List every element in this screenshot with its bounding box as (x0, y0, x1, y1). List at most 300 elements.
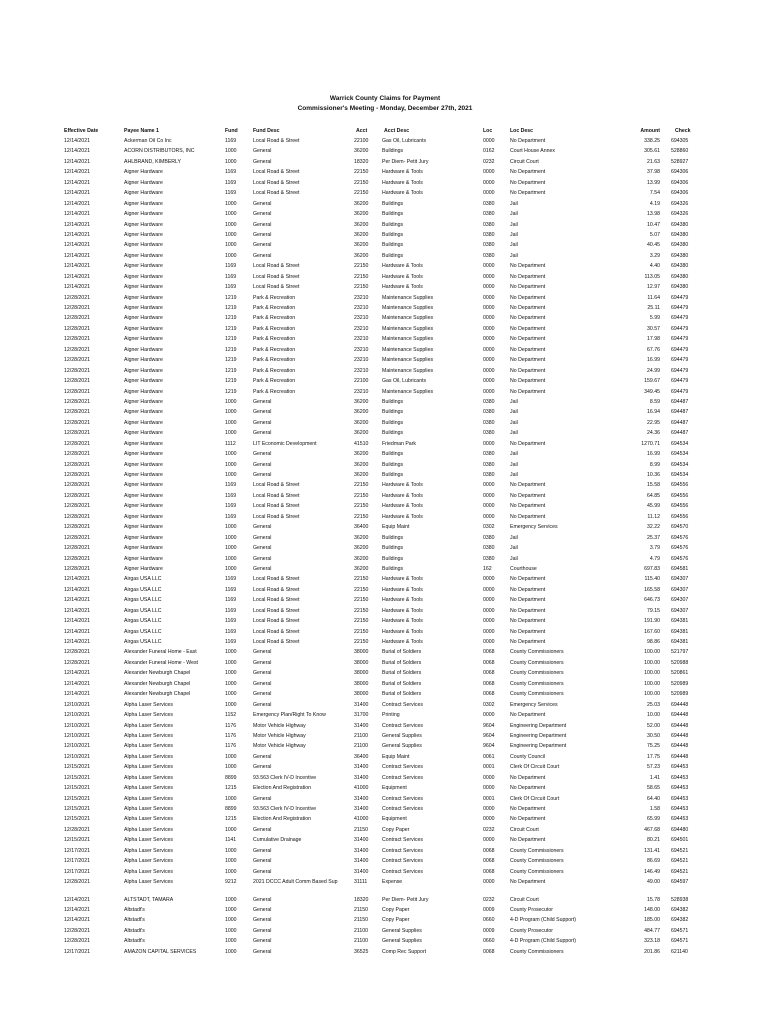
cell-acct: 36200 (354, 419, 369, 426)
cell-loc: 0380 (483, 472, 495, 478)
cell-amount: 5.07 (649, 231, 660, 238)
cell-amount: 646.73 (644, 597, 660, 604)
cell-acct-desc: Buildings (382, 565, 404, 572)
table-row (0, 146, 770, 156)
cell-loc-desc: No Department (510, 190, 546, 197)
cell-check: 694571 (671, 938, 689, 945)
cell-loc: 0000 (483, 357, 495, 364)
cell-loc: 0000 (483, 806, 495, 812)
cell-loc: 0068 (483, 659, 495, 666)
cell-acct-desc: Friedman Park (382, 440, 417, 447)
cell-acct-desc: Contract Services (382, 847, 423, 854)
cell-acct-desc: Contract Services (382, 806, 423, 812)
cell-loc-desc: No Department (510, 774, 546, 781)
cell-check: 694307 (671, 607, 689, 614)
cell-effective-date: 12/28/2021 (64, 336, 90, 343)
cell-effective-date: 12/28/2021 (64, 879, 90, 886)
cell-acct-desc: Buildings (382, 242, 404, 249)
table-row (0, 783, 770, 793)
cell-loc: 9604 (483, 743, 495, 750)
cell-acct: 22150 (354, 482, 369, 489)
cell-effective-date: 12/14/2021 (64, 607, 90, 614)
cell-loc: 0660 (483, 917, 495, 924)
cell-acct-desc: Buildings (382, 231, 404, 238)
cell-amount: 58.65 (647, 785, 660, 792)
cell-acct: 21100 (354, 732, 369, 739)
cell-effective-date: 12/10/2021 (64, 701, 90, 708)
cell-acct: 36200 (354, 148, 369, 155)
cell-check: 694380 (671, 221, 689, 228)
cell-amount: 146.49 (644, 868, 660, 875)
cell-fund: 1176 (225, 722, 237, 729)
cell-acct-desc: Equip Maint (382, 753, 410, 760)
cell-effective-date: 12/28/2021 (64, 938, 90, 945)
cell-acct-desc: Buildings (382, 221, 404, 228)
cell-fund-desc: 93.563 Clerk IV-D Incentive (253, 774, 317, 781)
table-row (0, 794, 770, 804)
cell-acct: 22150 (354, 492, 369, 499)
cell-acct: 21100 (354, 927, 369, 934)
cell-fund: 1169 (225, 284, 237, 291)
cell-acct: 23210 (354, 336, 369, 343)
table-row (0, 522, 770, 532)
cell-loc: 0000 (483, 294, 495, 301)
cell-amount: 338.25 (644, 138, 660, 144)
cell-effective-date: 12/28/2021 (64, 461, 90, 468)
cell-loc-desc: County Commissioners (510, 858, 564, 865)
cell-fund-desc: Local Road & Street (253, 138, 300, 144)
cell-fund-desc: General (253, 200, 272, 207)
cell-amount: 167.60 (644, 628, 660, 635)
cell-effective-date: 12/28/2021 (64, 472, 90, 478)
cell-payee-name: Altstadt's (124, 938, 145, 945)
cell-loc: 162 (483, 565, 492, 572)
cell-loc-desc: Jail (510, 472, 518, 478)
cell-acct: 36200 (354, 409, 369, 416)
cell-check: 694382 (671, 917, 689, 924)
cell-payee-name: Alpha Laser Services (124, 806, 174, 812)
cell-check: 694534 (671, 472, 689, 478)
cell-payee-name: Aigner Hardware (124, 346, 163, 353)
cell-loc-desc: Clerk Of Circuit Court (510, 764, 560, 771)
cell-loc-desc: No Department (510, 576, 546, 583)
cell-fund-desc: Local Road & Street (253, 503, 300, 510)
cell-loc: 9604 (483, 732, 495, 739)
cell-payee-name: Aigner Hardware (124, 461, 163, 468)
cell-check: 694448 (671, 712, 689, 719)
cell-effective-date: 12/28/2021 (64, 294, 90, 301)
cell-acct-desc: Maintenance Supplies (382, 388, 434, 395)
cell-amount: 11.12 (647, 513, 660, 520)
table-row (0, 679, 770, 689)
cell-loc: 0000 (483, 346, 495, 353)
cell-loc-desc: Engineering Department (510, 732, 567, 739)
cell-effective-date: 12/15/2021 (64, 806, 90, 812)
cell-fund: 1169 (225, 190, 237, 197)
cell-acct: 22150 (354, 263, 369, 270)
cell-check: 694448 (671, 701, 689, 708)
cell-loc: 0000 (483, 263, 495, 270)
cell-loc: 0000 (483, 315, 495, 322)
cell-effective-date: 12/28/2021 (64, 346, 90, 353)
cell-check: 694556 (671, 482, 689, 489)
cell-fund-desc: Local Road & Street (253, 586, 300, 593)
cell-fund-desc: Local Road & Street (253, 179, 300, 186)
table-row (0, 220, 770, 230)
cell-fund-desc: Local Road & Street (253, 607, 300, 614)
cell-acct-desc: Hardware & Tools (382, 190, 423, 197)
cell-fund-desc: General (253, 691, 272, 698)
cell-loc-desc: Jail (510, 221, 518, 228)
table-row (0, 355, 770, 365)
cell-fund: 1000 (225, 927, 237, 934)
cell-payee-name: Aigner Hardware (124, 388, 163, 395)
cell-effective-date: 12/28/2021 (64, 378, 90, 385)
cell-effective-date: 12/14/2021 (64, 252, 90, 259)
table-row (0, 762, 770, 772)
document-subtitle: Commissioner's Meeting - Monday, December 27th, 2021 (297, 105, 473, 112)
table-row (0, 700, 770, 710)
table-row (0, 470, 770, 480)
cell-fund: 1000 (225, 764, 237, 771)
cell-acct-desc: Hardware & Tools (382, 607, 423, 614)
cell-acct-desc: Contract Services (382, 701, 423, 708)
cell-payee-name: Alpha Laser Services (124, 847, 174, 854)
cell-acct-desc: Copy Paper (382, 906, 410, 913)
cell-loc-desc: 4-D Program (Child Support) (510, 938, 577, 945)
cell-payee-name: Alpha Laser Services (124, 785, 174, 792)
table-row (0, 501, 770, 511)
cell-fund-desc: Local Road & Street (253, 169, 300, 176)
cell-loc: 0000 (483, 190, 495, 197)
cell-effective-date: 12/28/2021 (64, 482, 90, 489)
table-row (0, 240, 770, 250)
cell-acct-desc: Burial of Soldiers (382, 649, 422, 656)
cell-fund: 1219 (225, 367, 237, 374)
cell-check: 621140 (671, 948, 688, 955)
cell-fund-desc: Local Road & Street (253, 263, 300, 270)
cell-check: 694479 (671, 367, 689, 374)
cell-payee-name: ACORN DISTRIBUTORS, INC (124, 148, 195, 155)
table-row (0, 867, 770, 877)
cell-check: 694479 (671, 346, 689, 353)
cell-fund-desc: General (253, 649, 272, 656)
cell-amount: 8.59 (649, 398, 660, 405)
cell-payee-name: Airgas USA LLC (124, 597, 162, 604)
cell-payee-name: Aigner Hardware (124, 336, 163, 343)
cell-amount: 22.95 (647, 419, 660, 426)
cell-payee-name: Aigner Hardware (124, 315, 163, 322)
cell-fund-desc: Local Road & Street (253, 190, 300, 197)
cell-payee-name: Airgas USA LLC (124, 639, 162, 645)
table-row (0, 167, 770, 177)
cell-amount: 697.83 (644, 565, 660, 572)
cell-fund-desc: General (253, 896, 272, 903)
cell-check: 694556 (671, 503, 689, 510)
cell-loc-desc: County Commissioners (510, 670, 564, 677)
cell-fund: 1000 (225, 858, 237, 865)
cell-acct-desc: Hardware & Tools (382, 263, 423, 270)
cell-acct: 23210 (354, 357, 369, 364)
cell-effective-date: 12/28/2021 (64, 398, 90, 405)
cell-check: 528938 (671, 896, 689, 903)
cell-payee-name: Aigner Hardware (124, 451, 163, 458)
cell-acct-desc: Hardware & Tools (382, 284, 423, 291)
cell-check: 694521 (671, 868, 689, 875)
cell-fund-desc: Park & Recreation (253, 357, 296, 364)
table-row (0, 439, 770, 449)
cell-fund-desc: Motor Vehicle Highway (253, 732, 306, 739)
cell-amount: 64.40 (647, 795, 660, 802)
cell-payee-name: Alexander Funeral Home - East (124, 649, 197, 656)
cell-acct-desc: Maintenance Supplies (382, 346, 434, 353)
cell-fund-desc: Local Road & Street (253, 284, 300, 291)
table-row (0, 773, 770, 783)
cell-loc: 0068 (483, 847, 495, 854)
table-row (0, 936, 770, 946)
table-row (0, 324, 770, 334)
cell-amount: 7.54 (649, 190, 660, 197)
cell-loc: 0232 (483, 158, 495, 165)
cell-acct: 22150 (354, 190, 369, 197)
cell-loc: 0000 (483, 482, 495, 489)
cell-fund: 1176 (225, 743, 237, 750)
cell-payee-name: Altstadt's (124, 917, 145, 924)
cell-amount: 21.63 (647, 158, 660, 165)
header-payee-name: Payee Name 1 (124, 128, 159, 134)
cell-fund: 1000 (225, 252, 237, 259)
cell-fund: 1000 (225, 753, 237, 760)
cell-acct-desc: Burial of Soldiers (382, 691, 422, 698)
cell-loc-desc: County Prosecutor (510, 906, 553, 913)
cell-effective-date: 12/15/2021 (64, 795, 90, 802)
cell-acct: 23210 (354, 346, 369, 353)
cell-loc-desc: Circuit Court (510, 896, 539, 903)
cell-loc: 0380 (483, 409, 495, 416)
cell-acct: 22150 (354, 628, 369, 635)
cell-acct-desc: Buildings (382, 430, 404, 437)
cell-payee-name: Aigner Hardware (124, 263, 163, 270)
cell-fund-desc: General (253, 680, 272, 687)
cell-loc: 0000 (483, 284, 495, 291)
cell-fund-desc: General (253, 659, 272, 666)
cell-loc-desc: No Department (510, 169, 546, 176)
cell-amount: 484.77 (644, 927, 660, 934)
cell-amount: 305.61 (644, 148, 660, 155)
cell-fund-desc: General (253, 753, 272, 760)
cell-acct: 23210 (354, 315, 369, 322)
cell-loc: 0000 (483, 618, 495, 625)
cell-payee-name: Alpha Laser Services (124, 879, 174, 886)
cell-amount: 100.00 (644, 680, 660, 687)
cell-amount: 25.03 (647, 701, 660, 708)
cell-loc: 9604 (483, 722, 495, 729)
cell-loc: 0009 (483, 927, 495, 934)
cell-check: 694487 (671, 430, 689, 437)
cell-fund: 1000 (225, 211, 237, 218)
cell-acct-desc: Comp Rec Support (382, 948, 427, 955)
cell-acct-desc: Hardware & Tools (382, 597, 423, 604)
cell-acct: 22150 (354, 607, 369, 614)
cell-payee-name: Altstadt's (124, 927, 145, 934)
cell-acct: 36200 (354, 200, 369, 207)
cell-acct: 31400 (354, 806, 369, 812)
cell-check: 694576 (671, 555, 689, 562)
cell-amount: 16.94 (647, 409, 660, 416)
cell-effective-date: 12/15/2021 (64, 764, 90, 771)
cell-check: 694534 (671, 451, 689, 458)
table-row (0, 303, 770, 313)
table-row (0, 627, 770, 637)
cell-amount: 100.00 (644, 691, 660, 698)
cell-loc: 0061 (483, 753, 495, 760)
cell-payee-name: Aigner Hardware (124, 513, 163, 520)
cell-fund-desc: General (253, 524, 272, 531)
cell-acct: 36400 (354, 753, 369, 760)
cell-fund: 1000 (225, 419, 237, 426)
cell-fund: 1169 (225, 263, 237, 270)
cell-fund: 1219 (225, 378, 237, 385)
cell-fund-desc: Election And Registration (253, 785, 311, 792)
cell-loc: 0380 (483, 200, 495, 207)
cell-loc: 0068 (483, 868, 495, 875)
cell-loc: 0232 (483, 896, 495, 903)
cell-acct-desc: Maintenance Supplies (382, 315, 434, 322)
cell-fund-desc: General (253, 409, 272, 416)
cell-check: 694570 (671, 524, 689, 531)
cell-loc-desc: Jail (510, 231, 518, 238)
cell-fund: 1152 (225, 712, 237, 719)
cell-fund: 1219 (225, 357, 237, 364)
cell-fund-desc: 2021 DCCC Adult Comm Based Sup (253, 879, 338, 886)
cell-loc: 0000 (483, 879, 495, 886)
table-row (0, 926, 770, 936)
cell-fund: 1169 (225, 179, 237, 186)
cell-check: 694381 (671, 628, 689, 635)
cell-loc: 0001 (483, 795, 495, 802)
cell-acct-desc: Equipment (382, 785, 407, 792)
cell-effective-date: 12/10/2021 (64, 732, 90, 739)
cell-check: 694453 (671, 806, 689, 812)
cell-fund: 1169 (225, 628, 237, 635)
cell-amount: 45.99 (647, 503, 660, 510)
cell-acct: 41000 (354, 785, 369, 792)
cell-fund-desc: General (253, 545, 272, 552)
cell-loc: 0000 (483, 273, 495, 280)
cell-loc-desc: Jail (510, 398, 518, 405)
cell-amount: 185.00 (644, 917, 660, 924)
cell-acct-desc: Hardware & Tools (382, 628, 423, 635)
cell-loc: 0000 (483, 388, 495, 395)
cell-fund: 1000 (225, 148, 237, 155)
table-row (0, 846, 770, 856)
cell-acct: 22150 (354, 597, 369, 604)
cell-effective-date: 12/14/2021 (64, 670, 90, 677)
cell-payee-name: Ackerman Oil Co Inc (124, 138, 172, 144)
cell-check: 694453 (671, 816, 689, 823)
cell-fund-desc: Park & Recreation (253, 388, 296, 395)
table-row (0, 512, 770, 522)
cell-check: 694380 (671, 231, 689, 238)
cell-effective-date: 12/14/2021 (64, 273, 90, 280)
cell-loc-desc: No Department (510, 315, 546, 322)
cell-check: 694501 (671, 837, 689, 844)
cell-fund: 1000 (225, 896, 237, 903)
cell-loc-desc: No Department (510, 357, 546, 364)
table-row (0, 449, 770, 459)
table-row (0, 905, 770, 915)
table-row (0, 334, 770, 344)
table-row (0, 543, 770, 553)
cell-fund-desc: General (253, 565, 272, 572)
cell-effective-date: 12/14/2021 (64, 618, 90, 625)
cell-check: 694479 (671, 357, 689, 364)
cell-loc-desc: Court House Annex (510, 148, 555, 155)
cell-loc-desc: 4-D Program (Child Support) (510, 917, 577, 924)
cell-payee-name: Aigner Hardware (124, 357, 163, 364)
table-row (0, 595, 770, 605)
cell-acct: 36200 (354, 211, 369, 218)
cell-acct-desc: Per Diem- Petit Jury (382, 896, 429, 903)
cell-acct: 22150 (354, 273, 369, 280)
cell-check: 694571 (671, 927, 689, 934)
cell-acct-desc: Buildings (382, 461, 404, 468)
cell-loc-desc: No Department (510, 378, 546, 385)
cell-acct-desc: Burial of Soldiers (382, 680, 422, 687)
cell-effective-date: 12/28/2021 (64, 409, 90, 416)
cell-loc: 0068 (483, 670, 495, 677)
table-row (0, 731, 770, 741)
cell-check: 694326 (671, 211, 689, 218)
cell-loc: 0380 (483, 252, 495, 259)
cell-payee-name: Aigner Hardware (124, 325, 163, 332)
cell-effective-date: 12/14/2021 (64, 639, 90, 645)
cell-check: 694479 (671, 294, 689, 301)
cell-amount: 98.86 (647, 639, 660, 645)
header-check: Check (675, 128, 691, 134)
cell-acct-desc: Burial of Soldiers (382, 670, 422, 677)
cell-loc-desc: No Department (510, 336, 546, 343)
cell-acct: 36200 (354, 555, 369, 562)
cell-effective-date: 12/14/2021 (64, 158, 90, 165)
cell-payee-name: AMAZON CAPITAL SERVICES (124, 948, 197, 955)
cell-fund-desc: Local Road & Street (253, 576, 300, 583)
cell-effective-date: 12/28/2021 (64, 305, 90, 311)
cell-fund: 1000 (225, 795, 237, 802)
cell-effective-date: 12/28/2021 (64, 927, 90, 934)
cell-effective-date: 12/14/2021 (64, 628, 90, 635)
cell-acct: 22150 (354, 503, 369, 510)
cell-acct-desc: Equip Maint (382, 524, 410, 531)
cell-payee-name: Aigner Hardware (124, 419, 163, 426)
table-row (0, 585, 770, 595)
cell-fund: 1219 (225, 346, 237, 353)
cell-acct-desc: Hardware & Tools (382, 503, 423, 510)
cell-acct-desc: Hardware & Tools (382, 169, 423, 176)
cell-check: 694521 (671, 858, 689, 865)
cell-effective-date: 12/28/2021 (64, 565, 90, 572)
cell-effective-date: 12/14/2021 (64, 586, 90, 593)
cell-amount: 17.75 (647, 753, 660, 760)
cell-fund-desc: Motor Vehicle Highway (253, 722, 306, 729)
cell-check: 694380 (671, 242, 689, 249)
cell-amount: 67.76 (647, 346, 660, 353)
cell-fund: 1000 (225, 555, 237, 562)
table-row (0, 376, 770, 386)
cell-fund: 1219 (225, 305, 237, 311)
cell-fund: 1169 (225, 169, 237, 176)
cell-acct-desc: Buildings (382, 398, 404, 405)
